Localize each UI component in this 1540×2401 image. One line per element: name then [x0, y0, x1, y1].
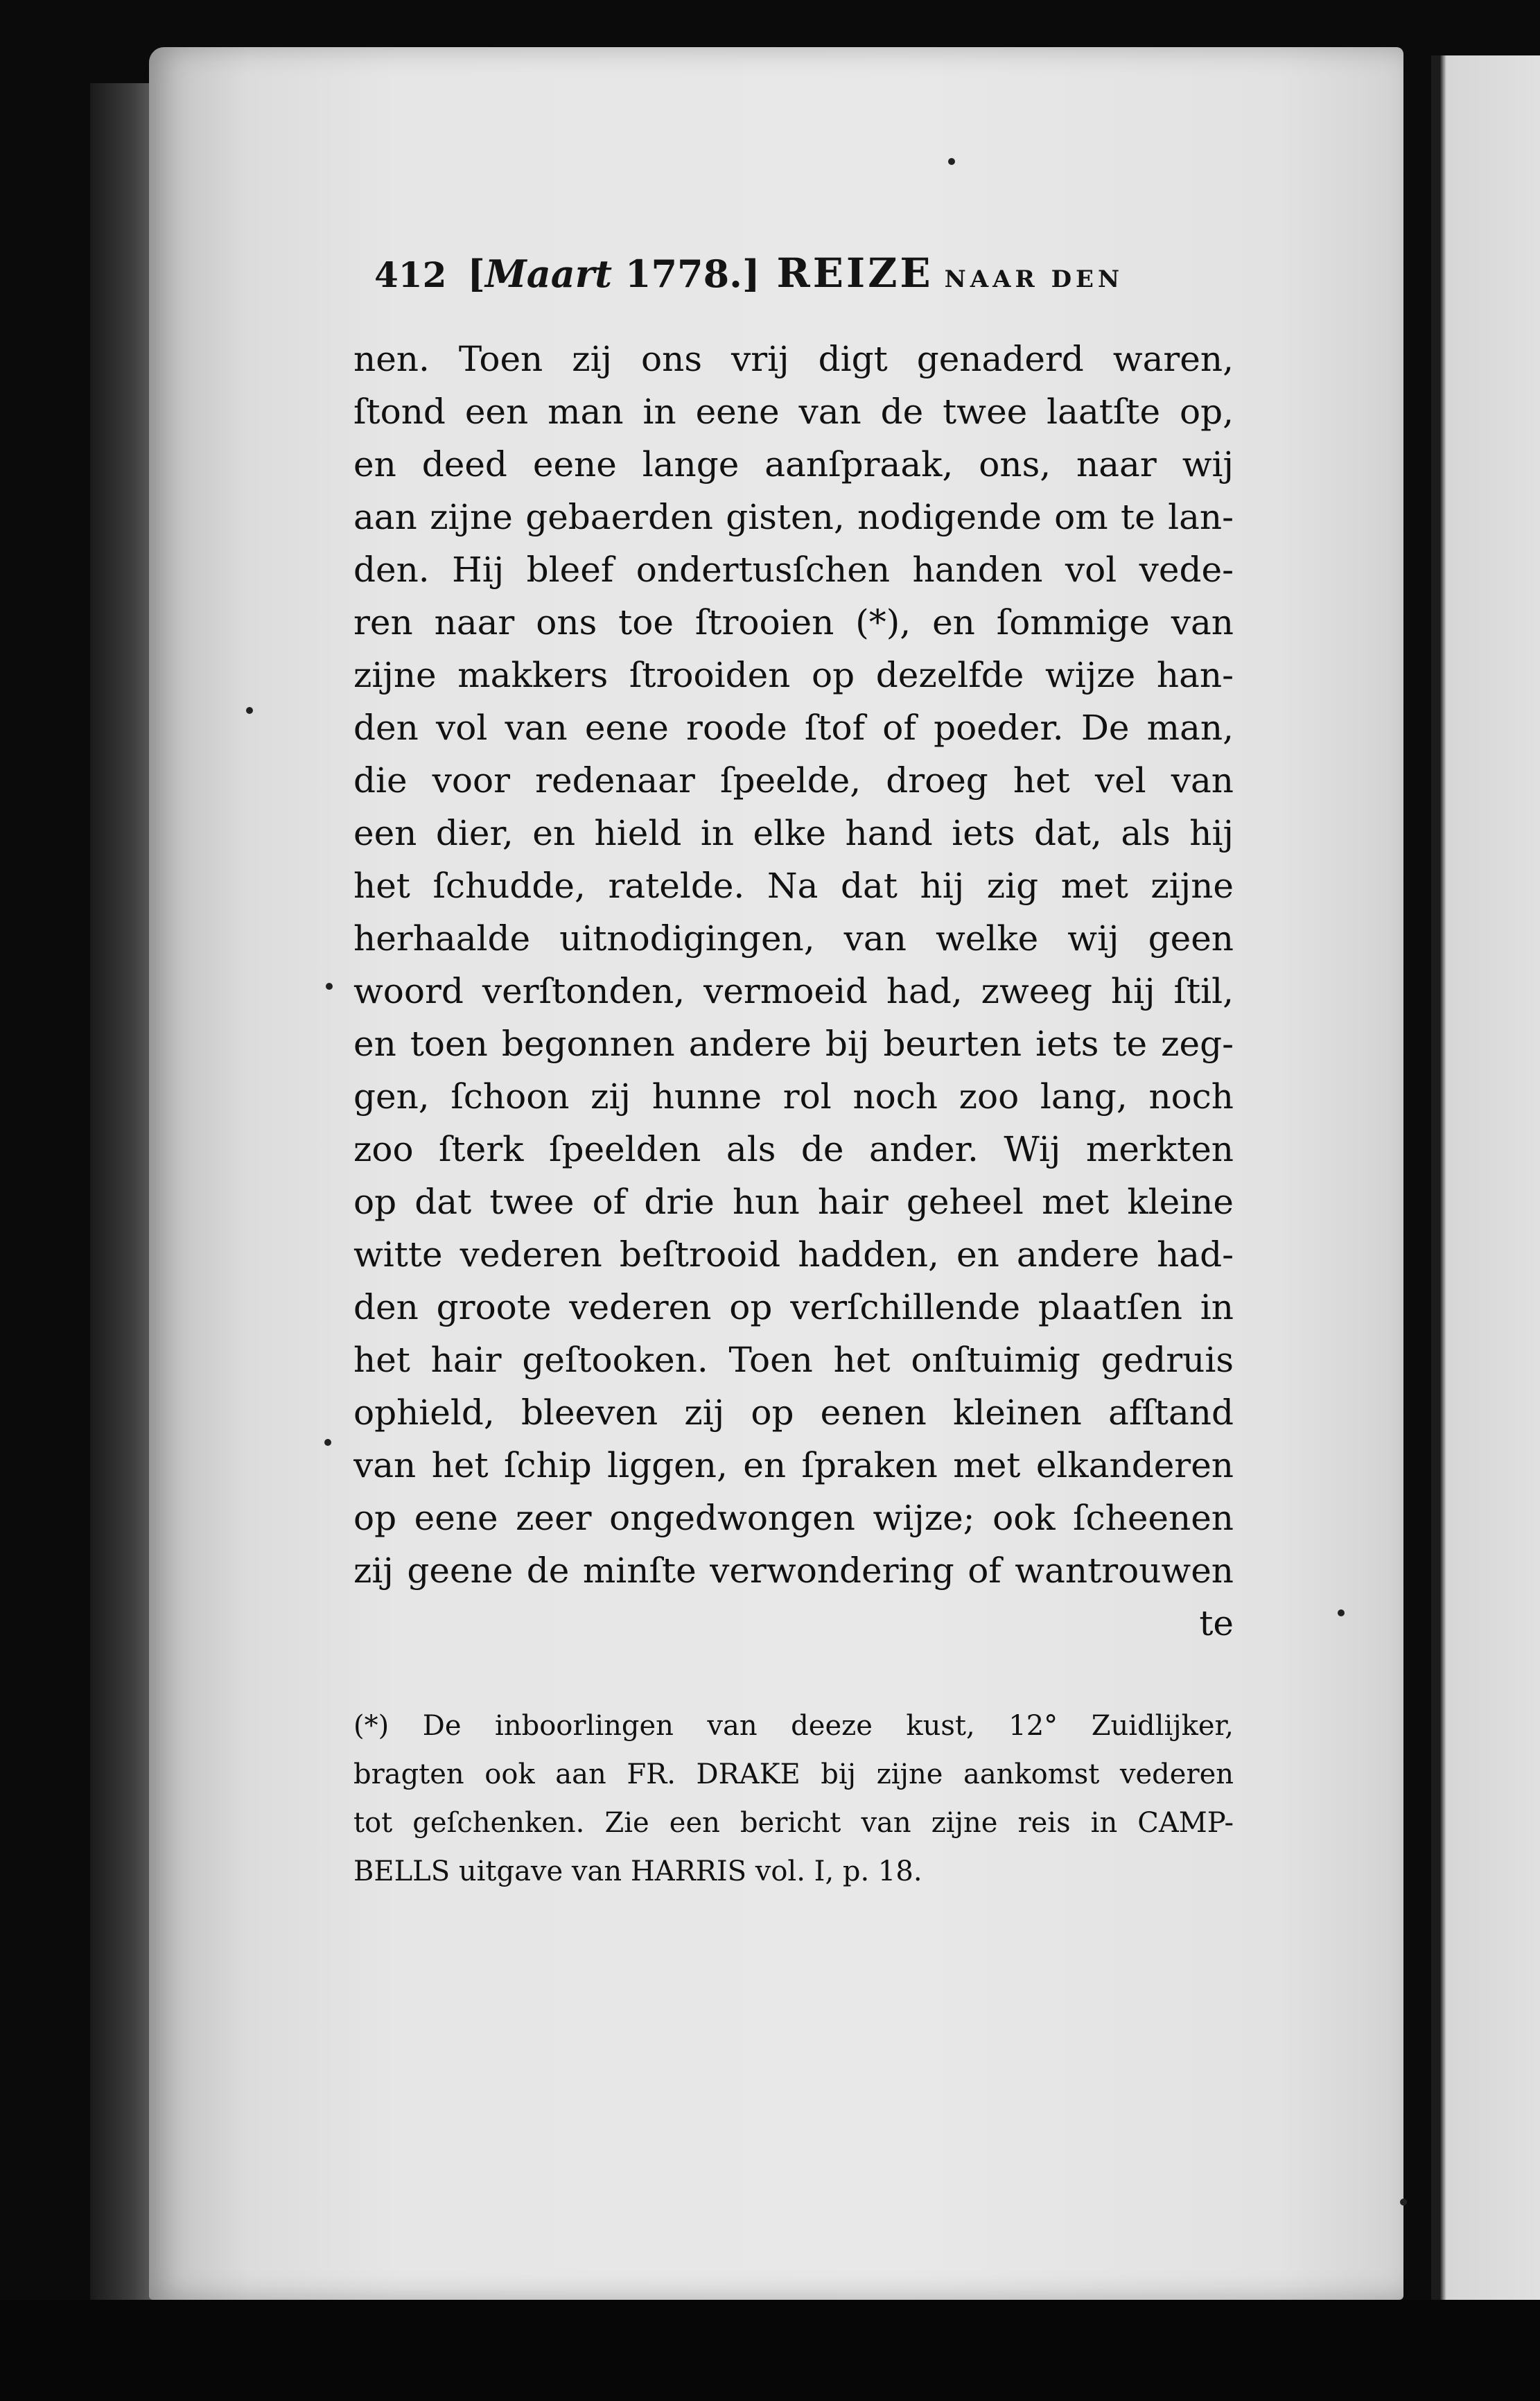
footnote-line: (*) De inboorlingen van deeze kust, 12° Zuidlijker, — [353, 1710, 1234, 1742]
body-line: nen. Toen zij ons vrij digt genaderd waren, — [353, 339, 1234, 379]
header-month: Maart — [484, 252, 613, 296]
ink-speck — [246, 707, 253, 714]
body-line: zoo ſterk ſpeelden als de ander. Wij merkten — [353, 1129, 1234, 1169]
body-line: het ſchudde, ratelde. Na dat hij zig met zijne — [353, 866, 1234, 906]
body-line: herhaalde uitnodigingen, van welke wij geen — [353, 918, 1234, 959]
body-line: gen, ſchoon zij hunne rol noch zoo lang, noch — [353, 1076, 1234, 1117]
body-line: aan zijne gebaerden gisten, nodigende om te lan- — [353, 497, 1234, 537]
running-title-main: REIZE — [776, 250, 934, 297]
body-line: zijne makkers ſtrooiden op dezelfde wijze han- — [353, 655, 1234, 695]
ink-speck — [1400, 2199, 1407, 2206]
body-line: witte vederen beſtrooid hadden, en andere had- — [353, 1234, 1234, 1275]
scan-bottom-border — [0, 2300, 1540, 2401]
body-line: op eene zeer ongedwongen wijze; ook ſcheenen — [353, 1498, 1234, 1538]
body-line: den. Hij bleef ondertusſchen handen vol vede- — [353, 550, 1234, 590]
body-line: zij geene de minſte verwondering of wantrouwen — [353, 1551, 1234, 1591]
ink-speck — [948, 158, 955, 165]
body-line: die voor redenaar ſpeelde, droeg het vel van — [353, 760, 1234, 801]
body-line: woord verſtonden, vermoeid had, zweeg hij ſtil, — [353, 971, 1234, 1011]
ink-speck — [326, 983, 333, 990]
body-line: den groote vederen op verſchillende plaatſen in — [353, 1287, 1234, 1327]
footnote-line: BELLS uitgave van HARRIS vol. I, p. 18. — [353, 1856, 922, 1887]
footnote-line: bragten ook aan FR. DRAKE bij zijne aankomst vederen — [353, 1758, 1234, 1790]
ink-speck — [324, 1439, 331, 1446]
facing-page-edge — [1431, 55, 1540, 2301]
body-line: en toen begonnen andere bij beurten iets te zeg- — [353, 1024, 1234, 1064]
header-date — [467, 252, 760, 296]
body-line: op dat twee of drie hun hair geheel met kleine — [353, 1182, 1234, 1222]
body-line: ren naar ons toe ſtrooien (*), en ſommige van — [353, 602, 1234, 643]
body-line: ſtond een man in eene van de twee laatſte op, — [353, 392, 1234, 432]
body-line: en deed eene lange aanſpraak, ons, naar wij — [353, 444, 1234, 484]
body-line: een dier, en hield in elke hand iets dat, als hij — [353, 813, 1234, 853]
date-open-bracket: [ — [467, 252, 485, 296]
footnote-line: tot geſchenken. Zie een bericht van zijne reis in CAMP- — [353, 1807, 1234, 1839]
running-title-small: NAAR DEN — [944, 265, 1124, 293]
page-number: 412 — [374, 254, 447, 295]
footnote-block — [353, 1702, 1234, 1896]
body-line: van het ſchip liggen, en ſpraken met elkanderen — [353, 1445, 1234, 1485]
ink-speck — [1338, 1609, 1345, 1616]
catchword: te — [1199, 1603, 1234, 1643]
body-line: den vol van eene roode ſtof of poeder. De man, — [353, 708, 1234, 748]
body-line: het hair geſtooken. Toen het onſtuimig gedruis — [353, 1340, 1234, 1380]
header-year: 1778.] — [612, 252, 760, 296]
running-head — [374, 250, 1234, 305]
body-text — [353, 333, 1234, 1650]
body-line: ophield, bleeven zij op eenen kleinen afſtand — [353, 1392, 1234, 1433]
